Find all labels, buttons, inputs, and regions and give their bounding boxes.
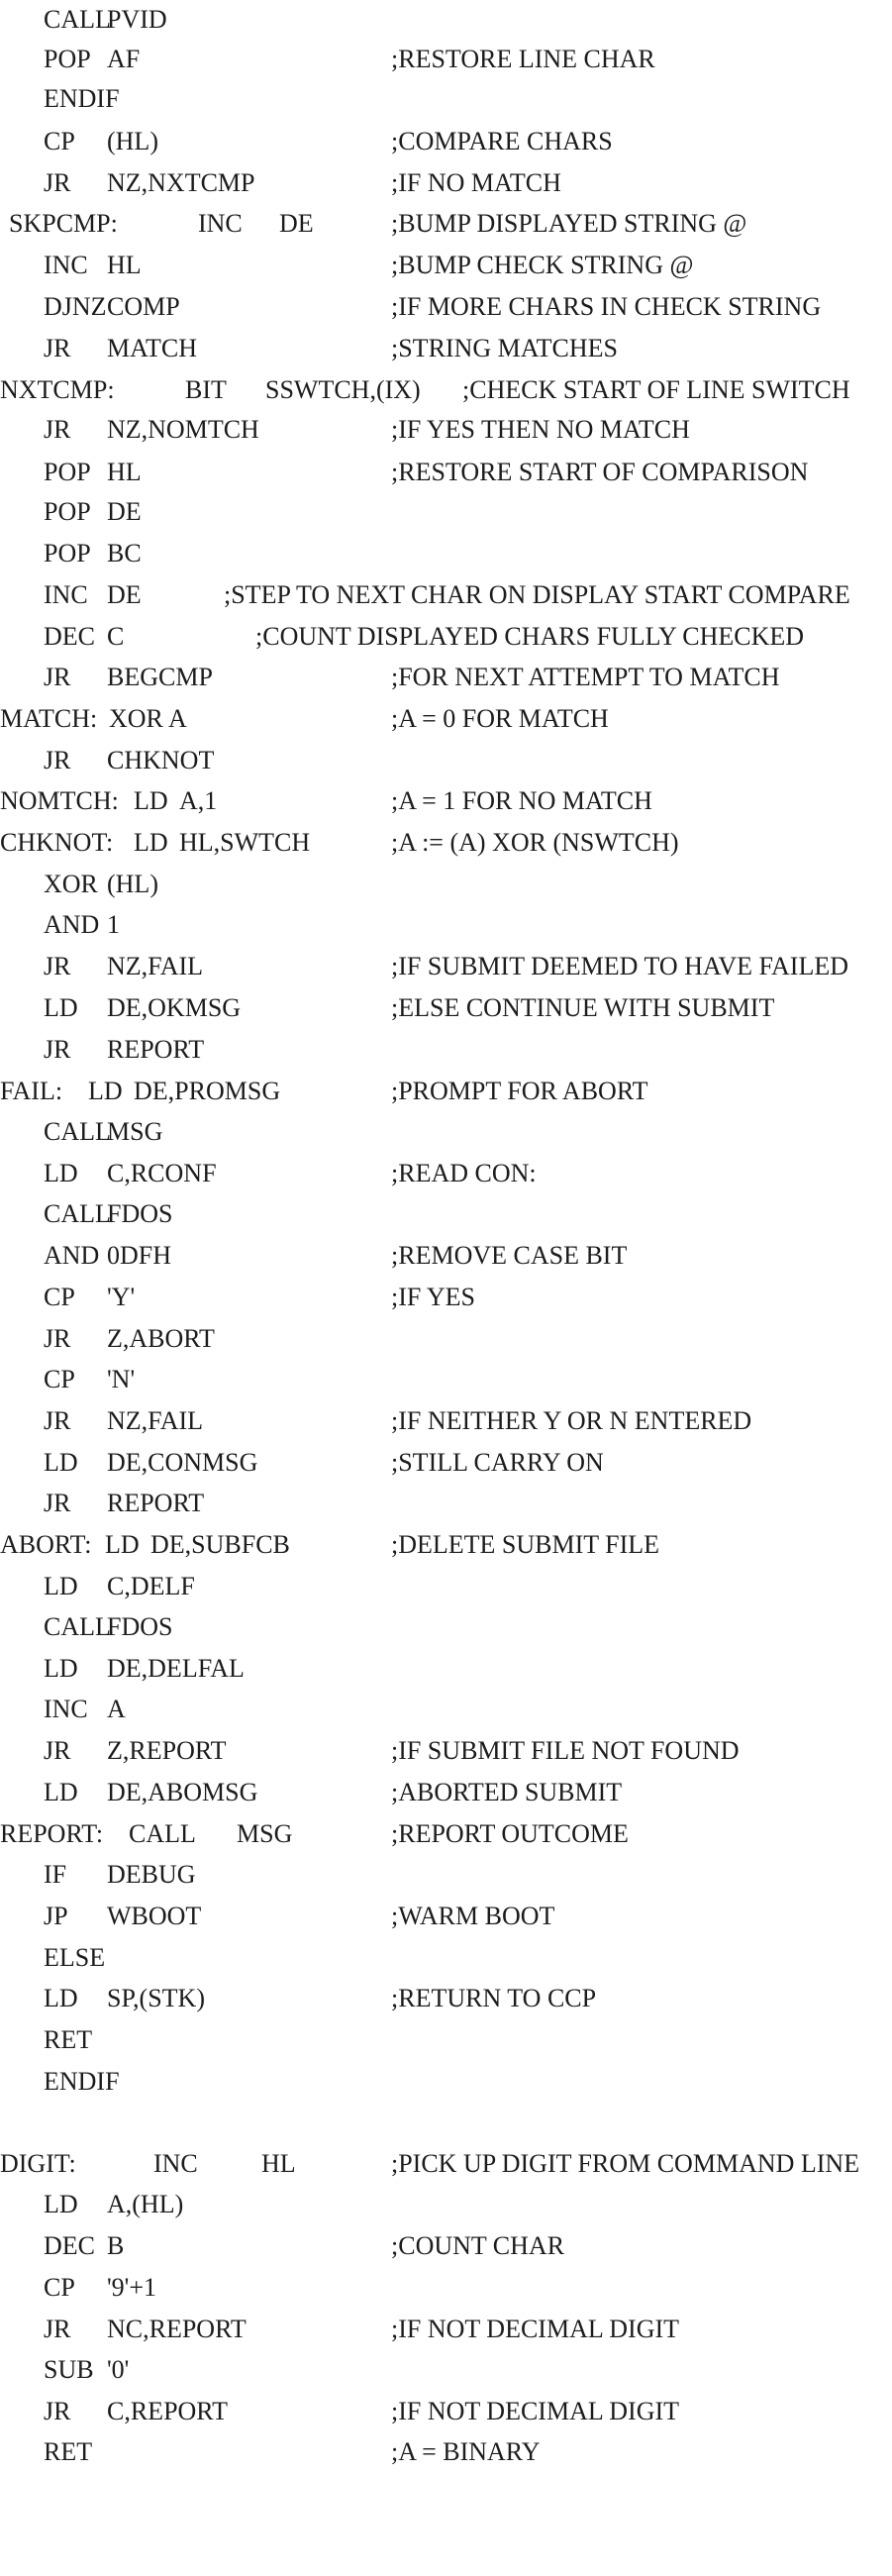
line-comment: ;PROMPT FOR ABORT: [391, 1077, 648, 1105]
line-operand: 0DFH: [107, 1241, 172, 1270]
code-line: [0, 1855, 892, 1895]
line-operand: REPORT: [107, 1035, 205, 1064]
line-comment: ;FOR NEXT ATTEMPT TO MATCH: [391, 663, 780, 691]
code-line: [0, 1112, 892, 1152]
line-label: CHKNOT:: [0, 828, 114, 857]
code-line: [0, 1814, 892, 1854]
code-line: [0, 2350, 892, 2390]
line-mnemonic: LD: [134, 786, 168, 815]
code-line: [0, 0, 892, 40]
line-mnemonic: CALL: [44, 1612, 111, 1641]
code-line: [0, 781, 892, 821]
line-mnemonic: LD: [88, 1077, 123, 1105]
code-line: [0, 79, 892, 119]
line-mnemonic: POP: [44, 458, 91, 486]
line-operand: FDOS: [107, 1612, 173, 1641]
line-mnemonic: DJNZ: [44, 292, 107, 321]
line-comment: ;A = 0 FOR MATCH: [391, 704, 609, 733]
line-label: SKPCMP:: [9, 209, 118, 238]
line-comment: ;IF YES: [391, 1283, 475, 1311]
line-comment: ;COUNT DISPLAYED CHARS FULLY CHECKED: [255, 622, 805, 651]
code-line: [0, 1154, 892, 1193]
line-operand: NZ,NXTCMP: [107, 168, 255, 197]
code-line: [0, 1401, 892, 1441]
line-operand: HL: [107, 251, 142, 279]
line-operand: AF: [107, 45, 141, 73]
code-line: [0, 2144, 892, 2184]
line-label: DIGIT:: [0, 2149, 76, 2178]
line-operand: DE: [107, 580, 142, 609]
code-line: [0, 204, 892, 244]
line-operand: DE: [107, 497, 142, 526]
line-operand: (HL): [107, 870, 158, 898]
line-mnemonic: JR: [44, 1324, 71, 1353]
line-mnemonic: LD: [134, 828, 168, 857]
code-line: [0, 823, 892, 863]
line-comment: ;RESTORE START OF COMPARISON: [391, 458, 809, 486]
line-comment: ;A = 1 FOR NO MATCH: [391, 786, 652, 815]
code-line: [0, 410, 892, 450]
line-mnemonic: CALL: [44, 1199, 111, 1228]
line-comment: ;READ CON:: [391, 1159, 537, 1187]
line-mnemonic: ENDIF: [44, 2067, 120, 2096]
code-line: [0, 2432, 892, 2472]
line-comment: ;IF NOT DECIMAL DIGIT: [391, 2315, 680, 2343]
line-operand: NZ,FAIL: [107, 952, 204, 980]
code-line: [0, 163, 892, 203]
line-comment: ;A := (A) XOR (NSWTCH): [391, 828, 679, 857]
line-mnemonic: LD: [44, 1654, 78, 1683]
code-line: [0, 1278, 892, 1317]
code-line: [0, 1897, 892, 1936]
line-comment: ;REPORT OUTCOME: [391, 1819, 629, 1848]
code-line: [0, 741, 892, 780]
line-operand: C,RCONF: [107, 1159, 217, 1187]
line-mnemonic: LD: [44, 1159, 78, 1187]
line-mnemonic: INC: [198, 209, 243, 238]
line-operand: 1: [107, 910, 120, 939]
line-operand: SP,(STK): [107, 1984, 205, 2012]
line-mnemonic: JR: [44, 334, 71, 362]
line-operand: DE,SUBFCB: [150, 1530, 290, 1559]
code-line: [0, 1773, 892, 1812]
line-mnemonic: RET: [44, 2025, 93, 2054]
code-line: [0, 1236, 892, 1276]
line-mnemonic: JR: [44, 1736, 71, 1765]
code-line: [0, 2310, 892, 2349]
code-line: [0, 1360, 892, 1399]
code-line: [0, 2062, 892, 2102]
line-mnemonic: LD: [44, 1778, 78, 1806]
line-mnemonic: JR: [44, 663, 71, 691]
code-line: [0, 2020, 892, 2060]
line-operand: C,REPORT: [107, 2397, 228, 2425]
line-comment: ;STEP TO NEXT CHAR ON DISPLAY START COMPARE: [224, 580, 850, 609]
line-operand: DE,DELFAL: [107, 1654, 245, 1683]
line-mnemonic: JR: [44, 1035, 71, 1064]
code-line: [0, 1649, 892, 1689]
line-mnemonic: IF: [44, 1860, 67, 1889]
line-operand: Z,REPORT: [107, 1736, 227, 1765]
line-comment: ;ABORTED SUBMIT: [391, 1778, 623, 1806]
line-mnemonic: POP: [44, 45, 91, 73]
code-line: [0, 122, 892, 161]
line-label: NOMTCH:: [0, 786, 119, 815]
code-line: [0, 2392, 892, 2431]
line-mnemonic: JR: [44, 2397, 71, 2425]
line-comment: ;IF MORE CHARS IN CHECK STRING: [391, 292, 822, 321]
line-mnemonic: JR: [44, 168, 71, 197]
line-comment: ;STRING MATCHES: [391, 334, 618, 362]
line-comment: ;IF SUBMIT DEEMED TO HAVE FAILED: [391, 952, 849, 980]
line-mnemonic: POP: [44, 497, 91, 526]
line-mnemonic: INC: [44, 1695, 88, 1723]
line-comment: ;COMPARE CHARS: [391, 127, 613, 155]
line-comment: ;CHECK START OF LINE SWITCH: [462, 375, 850, 404]
code-line: [0, 2185, 892, 2224]
line-operand: MSG: [237, 1819, 293, 1848]
line-comment: ;WARM BOOT: [391, 1902, 555, 1930]
line-operand: (HL): [107, 127, 158, 155]
code-line: [0, 453, 892, 492]
line-label: MATCH:: [0, 704, 98, 733]
line-mnemonic: INC: [44, 251, 88, 279]
line-operand: A: [168, 704, 187, 733]
line-operand: HL: [261, 2149, 296, 2178]
line-operand: FDOS: [107, 1199, 173, 1228]
line-label: NXTCMP:: [0, 375, 115, 404]
line-comment: ;RETURN TO CCP: [391, 1984, 597, 2012]
line-operand: PVID: [107, 5, 167, 34]
code-line: [0, 2226, 892, 2266]
line-mnemonic: CALL: [129, 1819, 196, 1848]
line-operand: BEGCMP: [107, 663, 213, 691]
line-operand: DE,CONMSG: [107, 1448, 258, 1477]
code-line: [0, 865, 892, 904]
line-mnemonic: JR: [44, 746, 71, 774]
line-mnemonic: RET: [44, 2437, 93, 2466]
line-operand: 'Y': [107, 1283, 136, 1311]
line-operand: '0': [107, 2355, 130, 2384]
code-line: [0, 947, 892, 986]
line-comment: ;IF SUBMIT FILE NOT FOUND: [391, 1736, 740, 1765]
line-label: FAIL:: [0, 1077, 63, 1105]
line-operand: DE,PROMSG: [134, 1077, 281, 1105]
line-comment: ;COUNT CHAR: [391, 2231, 565, 2260]
line-mnemonic: LD: [44, 2190, 78, 2218]
line-mnemonic: AND: [44, 1241, 100, 1270]
line-mnemonic: XOR: [44, 870, 98, 898]
line-operand: MSG: [107, 1117, 163, 1146]
line-mnemonic: CP: [44, 2273, 75, 2302]
code-line: [0, 1567, 892, 1606]
line-comment: ;IF NOT DECIMAL DIGIT: [391, 2397, 680, 2425]
line-comment: ;IF NO MATCH: [391, 168, 561, 197]
line-mnemonic: POP: [44, 539, 91, 567]
line-operand: DE,ABOMSG: [107, 1778, 258, 1806]
code-line: [0, 534, 892, 573]
code-line: [0, 1072, 892, 1111]
line-mnemonic: JR: [44, 1489, 71, 1517]
line-operand: B: [107, 2231, 125, 2260]
line-mnemonic: LD: [44, 1448, 78, 1477]
line-operand: HL: [107, 458, 142, 486]
line-operand: DEBUG: [107, 1860, 196, 1889]
line-mnemonic: LD: [44, 993, 78, 1022]
code-line: [0, 1484, 892, 1523]
line-mnemonic: LD: [44, 1984, 78, 2012]
code-line: [0, 329, 892, 368]
code-line: [0, 1731, 892, 1771]
line-mnemonic: CP: [44, 1283, 75, 1311]
code-line: [0, 988, 892, 1028]
line-operand: '9'+1: [107, 2273, 157, 2302]
line-mnemonic: XOR: [109, 704, 163, 733]
line-mnemonic: SUB: [44, 2355, 94, 2384]
line-operand: NZ,NOMTCH: [107, 415, 259, 444]
line-mnemonic: DEC: [44, 2231, 95, 2260]
line-operand: DE,OKMSG: [107, 993, 242, 1022]
code-line: [0, 492, 892, 532]
line-operand: A,(HL): [107, 2190, 184, 2218]
line-operand: Z,ABORT: [107, 1324, 215, 1353]
code-line: [0, 1938, 892, 1978]
code-line: [0, 1690, 892, 1729]
code-line: [0, 1194, 892, 1234]
line-comment: ;PICK UP DIGIT FROM COMMAND LINE: [391, 2149, 860, 2178]
line-operand: HL,SWTCH: [179, 828, 311, 857]
line-mnemonic: JP: [44, 1902, 68, 1930]
line-comment: ;BUMP CHECK STRING @: [391, 251, 694, 279]
line-operand: CHKNOT: [107, 746, 215, 774]
line-comment: ;RESTORE LINE CHAR: [391, 45, 655, 73]
line-operand: REPORT: [107, 1489, 205, 1517]
code-line: [0, 2268, 892, 2308]
line-mnemonic: LD: [105, 1530, 140, 1559]
code-line: [0, 617, 892, 657]
line-mnemonic: BIT: [185, 375, 227, 404]
line-mnemonic: CP: [44, 127, 75, 155]
line-mnemonic: ELSE: [44, 1943, 106, 1972]
line-mnemonic: AND: [44, 910, 100, 939]
line-operand: SSWTCH,(IX): [265, 375, 421, 404]
code-line: [0, 40, 892, 79]
code-line: [0, 1030, 892, 1070]
line-mnemonic: INC: [44, 580, 88, 609]
line-operand: C,DELF: [107, 1572, 195, 1600]
line-mnemonic: JR: [44, 2315, 71, 2343]
line-mnemonic: CP: [44, 1365, 75, 1393]
line-comment: ;A = BINARY: [391, 2437, 541, 2466]
code-line: [0, 1979, 892, 2018]
line-operand: 'N': [107, 1365, 136, 1393]
code-line: [0, 287, 892, 327]
line-comment: ;REMOVE CASE BIT: [391, 1241, 628, 1270]
line-mnemonic: JR: [44, 952, 71, 980]
code-line: [0, 370, 892, 410]
line-operand: A: [107, 1695, 126, 1723]
line-operand: C: [107, 622, 125, 651]
line-operand: WBOOT: [107, 1902, 202, 1930]
line-mnemonic: LD: [44, 1572, 78, 1600]
line-operand: A,1: [179, 786, 218, 815]
line-operand: BC: [107, 539, 142, 567]
line-mnemonic: ENDIF: [44, 84, 120, 113]
line-label: ABORT:: [0, 1530, 92, 1559]
line-mnemonic: DEC: [44, 622, 95, 651]
line-mnemonic: JR: [44, 1406, 71, 1435]
code-line: [0, 699, 892, 739]
code-line: [0, 1525, 892, 1565]
line-comment: ;IF NEITHER Y OR N ENTERED: [391, 1406, 752, 1435]
line-operand: DE: [279, 209, 314, 238]
code-line: [0, 905, 892, 945]
line-mnemonic: INC: [153, 2149, 198, 2178]
code-line: [0, 246, 892, 285]
line-comment: ;STILL CARRY ON: [391, 1448, 604, 1477]
code-line: [0, 575, 892, 615]
line-operand: COMP: [107, 292, 180, 321]
line-operand: NC,REPORT: [107, 2315, 247, 2343]
line-comment: ;IF YES THEN NO MATCH: [391, 415, 690, 444]
code-line: [0, 1443, 892, 1483]
line-mnemonic: JR: [44, 415, 71, 444]
line-mnemonic: CALL: [44, 5, 111, 34]
code-line: [0, 1607, 892, 1647]
line-label: REPORT:: [0, 1819, 104, 1848]
line-operand: NZ,FAIL: [107, 1406, 204, 1435]
line-operand: MATCH: [107, 334, 198, 362]
line-comment: ;BUMP DISPLAYED STRING @: [391, 209, 747, 238]
code-line: [0, 658, 892, 697]
code-line: [0, 1319, 892, 1359]
line-mnemonic: CALL: [44, 1117, 111, 1146]
line-comment: ;DELETE SUBMIT FILE: [391, 1530, 660, 1559]
line-comment: ;ELSE CONTINUE WITH SUBMIT: [391, 993, 775, 1022]
